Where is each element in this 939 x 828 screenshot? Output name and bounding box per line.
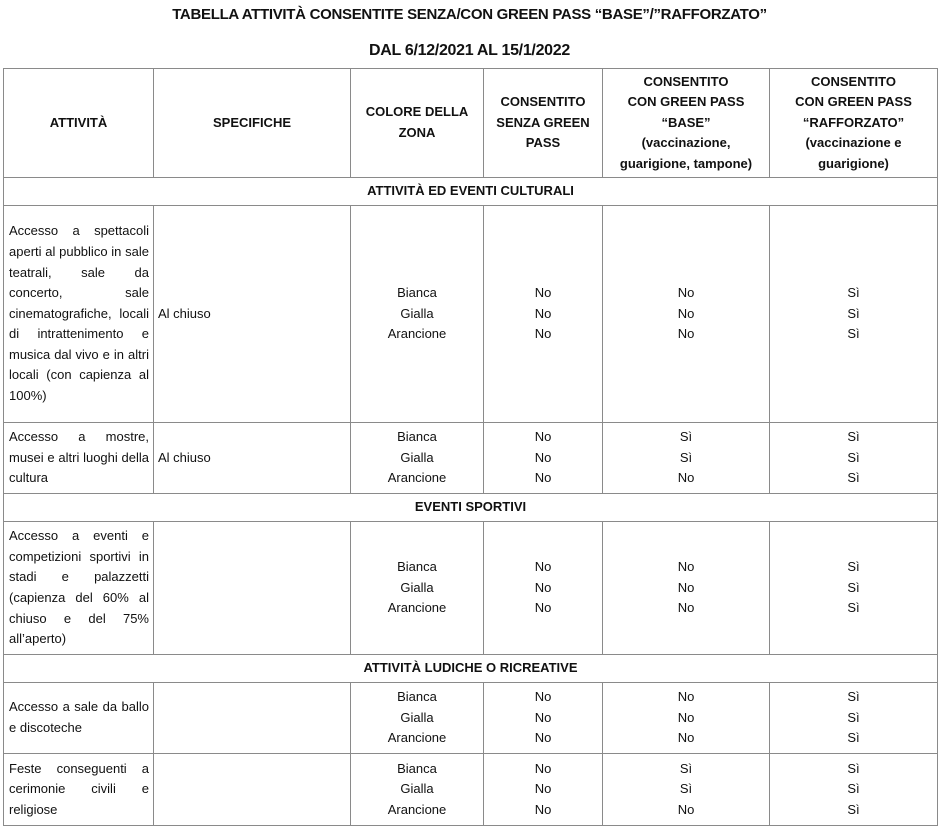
rafforzato-value: Sì bbox=[847, 579, 860, 595]
senza-value: No bbox=[534, 326, 552, 342]
rafforzato-value: Sì bbox=[847, 801, 860, 817]
header-senza-line: PASS bbox=[525, 135, 561, 151]
rafforzato-cell bbox=[770, 522, 938, 655]
senza-value: No bbox=[534, 429, 552, 445]
senza-value: No bbox=[534, 449, 552, 465]
table-body bbox=[4, 178, 938, 826]
rafforzato-cell bbox=[770, 683, 938, 754]
rafforzato-value: Sì bbox=[847, 559, 860, 575]
header-colore-line: ZONA bbox=[398, 125, 436, 140]
base-value: No bbox=[677, 709, 695, 725]
base-value: No bbox=[677, 285, 695, 301]
zone-cell bbox=[351, 522, 484, 655]
rafforzato-value: Sì bbox=[847, 709, 860, 725]
senza-cell bbox=[484, 754, 603, 826]
senza-value: No bbox=[534, 600, 552, 616]
base-value: Sì bbox=[679, 449, 693, 465]
base-cell bbox=[603, 206, 770, 423]
spec-cell bbox=[154, 754, 351, 826]
senza-cell bbox=[484, 423, 603, 494]
rafforzato-cell bbox=[770, 754, 938, 826]
senza-cell bbox=[484, 683, 603, 754]
header-rafforzato-line: CON GREEN PASS bbox=[795, 94, 912, 110]
senza-value: No bbox=[534, 285, 552, 301]
spec-cell: Al chiuso bbox=[154, 206, 351, 423]
header-rafforzato-line: (vaccinazione e bbox=[805, 135, 902, 151]
green-pass-table bbox=[3, 68, 938, 826]
zone-value: Arancione bbox=[387, 470, 447, 486]
spec-cell bbox=[154, 683, 351, 754]
base-value: No bbox=[677, 305, 695, 321]
header-row bbox=[4, 69, 938, 178]
senza-value: No bbox=[534, 689, 552, 705]
document-title: TABELLA ATTIVITÀ CONSENTITE SENZA/CON GREEN PASS “BASE”/”RAFFORZATO” bbox=[172, 6, 767, 23]
base-value: No bbox=[677, 730, 695, 746]
base-cell bbox=[603, 754, 770, 826]
zone-value: Bianca bbox=[397, 429, 437, 445]
zone-value: Bianca bbox=[397, 285, 437, 301]
senza-value: No bbox=[534, 781, 552, 797]
base-value: No bbox=[677, 470, 695, 486]
rafforzato-value: Sì bbox=[847, 429, 860, 445]
rafforzato-value: Sì bbox=[847, 689, 860, 705]
header-rafforzato-line: guarigione) bbox=[818, 155, 889, 171]
senza-cell bbox=[484, 522, 603, 655]
rafforzato-value: Sì bbox=[847, 470, 860, 486]
header-senza bbox=[484, 69, 603, 178]
senza-value: No bbox=[534, 801, 552, 817]
rafforzato-cell bbox=[770, 423, 938, 494]
spec-cell bbox=[154, 522, 351, 655]
zone-cell bbox=[351, 423, 484, 494]
zone-value: Gialla bbox=[400, 709, 434, 725]
senza-value: No bbox=[534, 760, 552, 776]
zone-value: Arancione bbox=[387, 326, 447, 342]
activity-cell: Accesso a eventi e competizioni sportivi in stadi e palazzetti (capienza del 60% al chiuso e del 75% all’aperto) bbox=[4, 522, 154, 655]
table-row bbox=[4, 206, 938, 423]
header-base-line: (vaccinazione, bbox=[641, 135, 731, 151]
zone-value: Gialla bbox=[400, 305, 434, 321]
rafforzato-value: Sì bbox=[847, 781, 860, 797]
base-value: No bbox=[677, 801, 695, 817]
senza-value: No bbox=[534, 470, 552, 486]
header-rafforzato-line: CONSENTITO bbox=[811, 73, 896, 89]
header-colore bbox=[351, 69, 484, 178]
base-value: No bbox=[677, 689, 695, 705]
zone-cell bbox=[351, 683, 484, 754]
zone-value: Gialla bbox=[400, 579, 434, 595]
base-cell bbox=[603, 683, 770, 754]
activity-cell: Accesso a mostre, musei e altri luoghi della cultura bbox=[4, 423, 154, 494]
base-value: Sì bbox=[679, 781, 693, 797]
zone-cell bbox=[351, 754, 484, 826]
activity-cell: Feste conseguenti a cerimonie civili e religiose bbox=[4, 754, 154, 826]
zone-value: Arancione bbox=[387, 801, 447, 817]
header-senza-line: SENZA GREEN bbox=[496, 114, 590, 130]
zone-value: Bianca bbox=[397, 760, 437, 776]
header-rafforzato bbox=[770, 69, 938, 178]
zone-value: Arancione bbox=[387, 600, 447, 616]
section-title: ATTIVITÀ ED EVENTI CULTURALI bbox=[4, 178, 938, 206]
table-row bbox=[4, 522, 938, 655]
rafforzato-value: Sì bbox=[847, 305, 860, 321]
header-base-line: guarigione, tampone) bbox=[619, 155, 753, 171]
table-row bbox=[4, 423, 938, 494]
base-value: No bbox=[677, 326, 695, 342]
zone-value: Gialla bbox=[400, 449, 434, 465]
spec-cell: Al chiuso bbox=[154, 423, 351, 494]
base-cell bbox=[603, 522, 770, 655]
zone-value: Bianca bbox=[397, 689, 437, 705]
zone-value: Arancione bbox=[387, 730, 447, 746]
section-row bbox=[4, 494, 938, 522]
header-base-line: “BASE” bbox=[661, 114, 711, 130]
table-row bbox=[4, 754, 938, 826]
table-row bbox=[4, 683, 938, 754]
rafforzato-value: Sì bbox=[847, 730, 860, 746]
header-colore-line: COLORE DELLA bbox=[365, 104, 469, 120]
base-value: No bbox=[677, 559, 695, 575]
senza-value: No bbox=[534, 709, 552, 725]
header-senza-line: CONSENTITO bbox=[500, 94, 586, 110]
base-value: No bbox=[677, 579, 695, 595]
rafforzato-value: Sì bbox=[847, 600, 860, 616]
senza-value: No bbox=[534, 579, 552, 595]
header-base bbox=[603, 69, 770, 178]
header-attivita: ATTIVITÀ bbox=[4, 69, 154, 178]
header-specifiche: SPECIFICHE bbox=[154, 69, 351, 178]
rafforzato-value: Sì bbox=[847, 760, 860, 776]
section-title: EVENTI SPORTIVI bbox=[4, 494, 938, 522]
zone-cell bbox=[351, 206, 484, 423]
senza-value: No bbox=[534, 559, 552, 575]
zone-value: Bianca bbox=[397, 559, 437, 575]
zone-value: Gialla bbox=[400, 781, 434, 797]
header-rafforzato-line: “RAFFORZATO” bbox=[802, 114, 905, 130]
activity-cell: Accesso a spettacoli aperti al pubblico in sale teatrali, sale da concerto, sale cinematografiche, locali di intrattenimento e musica dal vivo e in altri locali (con capienza al 100%) bbox=[4, 206, 154, 423]
header-base-line: CON GREEN PASS bbox=[627, 94, 745, 110]
header-base-line: CONSENTITO bbox=[643, 73, 729, 89]
section-row bbox=[4, 178, 938, 206]
rafforzato-value: Sì bbox=[847, 449, 860, 465]
senza-cell bbox=[484, 206, 603, 423]
base-value: No bbox=[677, 600, 695, 616]
senza-value: No bbox=[534, 305, 552, 321]
document-subtitle: DAL 6/12/2021 AL 15/1/2022 bbox=[369, 42, 570, 59]
activity-cell: Accesso a sale da ballo e discoteche bbox=[4, 683, 154, 754]
rafforzato-value: Sì bbox=[847, 326, 860, 342]
base-value: Sì bbox=[679, 429, 693, 445]
rafforzato-value: Sì bbox=[847, 285, 860, 301]
section-row bbox=[4, 655, 938, 683]
base-cell bbox=[603, 423, 770, 494]
base-value: Sì bbox=[679, 760, 693, 776]
section-title: ATTIVITÀ LUDICHE O RICREATIVE bbox=[4, 655, 938, 683]
senza-value: No bbox=[534, 730, 552, 746]
rafforzato-cell bbox=[770, 206, 938, 423]
